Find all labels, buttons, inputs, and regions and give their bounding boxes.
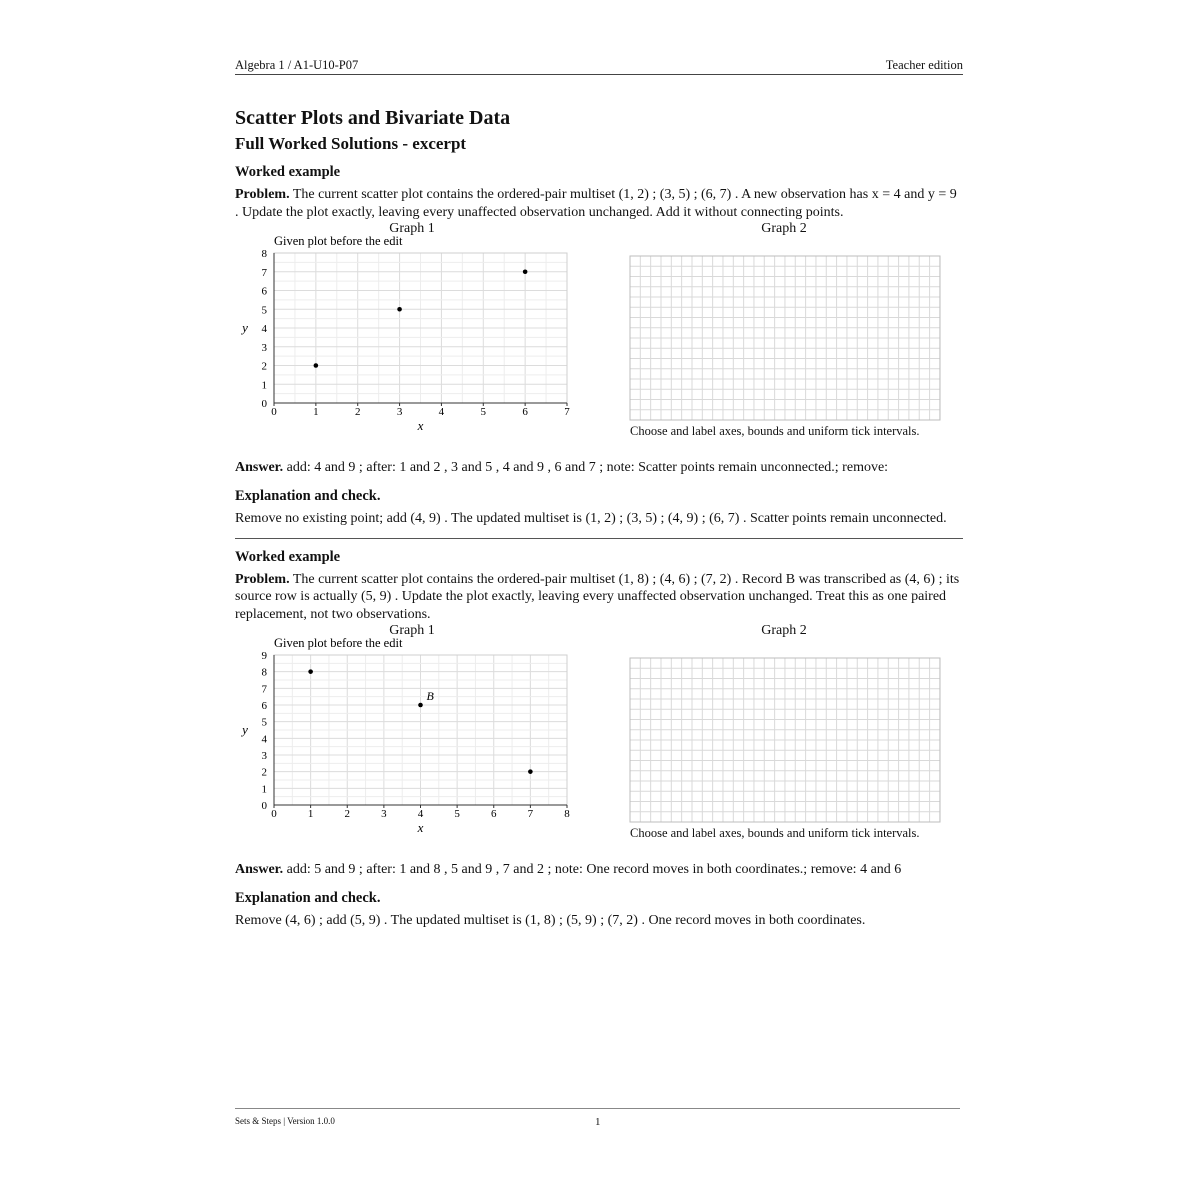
x-tick-label: 3 [396, 406, 403, 419]
problem-label: Problem. [235, 187, 290, 203]
running-header [235, 58, 963, 75]
graph1-title: Graph 1 [389, 221, 435, 237]
graph2-caption: Choose and label axes, bounds and uniform tick intervals. [630, 826, 920, 841]
data-point [308, 670, 313, 675]
x-tick-label: 4 [417, 808, 424, 821]
answer [235, 459, 963, 477]
problem-text: The current scatter plot contains the ordered-pair multiset (1, 2) ; (3, 5) ; (6, 7) . A new observation has x = 4 and y = 9 . Update the plot exactly, leaving every unaffected observation unchanged. Add it without connecting points. [235, 187, 957, 220]
chart-title: Given plot before the edit [274, 636, 403, 651]
x-tick-label: 1 [307, 808, 314, 821]
graphs-row [235, 623, 963, 843]
worked-example-2 [235, 548, 963, 929]
y-tick-label: 3 [261, 341, 267, 354]
y-tick-label: 8 [261, 667, 267, 680]
x-tick-label: 0 [271, 808, 277, 821]
y-tick-label: 6 [261, 700, 267, 713]
blank-grid-graph-2[interactable] [629, 255, 941, 421]
y-tick-label: 7 [261, 683, 267, 696]
page [235, 58, 963, 929]
x-tick-label: 0 [271, 406, 277, 419]
explanation-text: Remove no existing point; add (4, 9) . The updated multiset is (1, 2) ; (3, 5) ; (4, 9) ; (6, 7) . Scatter points remain unconnected. [235, 510, 947, 526]
x-tick-label: 1 [313, 406, 319, 419]
data-point [397, 307, 402, 312]
x-tick-label: 3 [381, 808, 387, 821]
problem-statement [235, 571, 963, 624]
y-tick-label: 4 [261, 733, 267, 746]
y-tick-label: 5 [261, 717, 267, 730]
page-footer [235, 1108, 960, 1126]
chart-title: Given plot before the edit [274, 234, 403, 249]
y-tick-label: 3 [261, 750, 267, 763]
x-tick-label: 2 [354, 406, 361, 419]
y-tick-label: 7 [261, 266, 267, 279]
answer-text: add: 5 and 9 ; after: 1 and 8 , 5 and 9 , 7 and 2 ; note: One record moves in both coordinates.; remove: 4 and 6 [286, 862, 902, 878]
graph2-title: Graph 2 [761, 623, 807, 639]
point-label: B [426, 689, 434, 704]
y-tick-label: 9 [261, 650, 267, 663]
x-tick-label: 6 [491, 808, 497, 821]
x-tick-label: 4 [438, 406, 445, 419]
footer-version: Sets & Steps | Version 1.0.0 [235, 1116, 335, 1126]
y-tick-label: 5 [261, 304, 267, 317]
y-tick-label: 2 [261, 767, 267, 780]
problem-label: Problem. [235, 571, 290, 587]
graphs-row [235, 221, 963, 441]
y-tick-label: 1 [261, 379, 267, 392]
graph1-title: Graph 1 [389, 623, 435, 639]
graph2-caption: Choose and label axes, bounds and uniform tick intervals. [630, 424, 920, 439]
blank-grid-graph-2[interactable] [629, 657, 941, 823]
y-tick-label: 0 [261, 398, 267, 411]
header-edition: Teacher edition [885, 58, 963, 72]
y-tick-label: 0 [261, 800, 267, 813]
problem-statement [235, 186, 963, 221]
x-tick-label: 8 [564, 808, 570, 821]
x-tick-label: 7 [527, 808, 534, 821]
header-course: Algebra 1 / A1-U10-P07 [235, 58, 359, 72]
answer-label: Answer. [235, 862, 284, 878]
x-tick-label: 5 [480, 406, 487, 419]
scatter-plot-1 [235, 233, 575, 443]
data-point [523, 270, 528, 275]
answer-label: Answer. [235, 460, 284, 476]
problem-text: The current scatter plot contains the ordered-pair multiset (1, 8) ; (4, 6) ; (7, 2) . Record B was transcribed as (4, 6) ; its source row is actually (5, 9) . Update the plot exactly, leaving every unaffected observation unchanged. Treat this as one paired replacement, not two observations. [235, 571, 960, 622]
y-tick-label: 4 [261, 323, 267, 336]
worked-example-1 [235, 163, 963, 527]
x-tick-label: 2 [344, 808, 350, 821]
x-axis-label: x [417, 418, 424, 434]
page-title: Scatter Plots and Bivariate Data [235, 107, 511, 129]
page-number: 1 [595, 1116, 601, 1128]
x-tick-label: 5 [454, 808, 460, 821]
data-point [418, 703, 423, 708]
x-tick-label: 6 [522, 406, 528, 419]
data-point [528, 770, 533, 775]
y-tick-label: 6 [261, 285, 267, 298]
example-heading: Worked example [235, 549, 341, 566]
answer [235, 861, 963, 879]
explanation-heading: Explanation and check. [235, 889, 381, 906]
y-axis-label: y [242, 722, 248, 738]
explanation-text: Remove (4, 6) ; add (5, 9) . The updated multiset is (1, 8) ; (5, 9) ; (7, 2) . One record moves in both coordinates. [235, 912, 866, 928]
x-axis-label: x [417, 820, 424, 836]
x-tick-label: 7 [564, 406, 570, 419]
example-heading: Worked example [235, 164, 341, 181]
answer-text: add: 4 and 9 ; after: 1 and 2 , 3 and 5 , 4 and 9 , 6 and 7 ; note: Scatter points remain unconnected.; remove: [286, 460, 889, 476]
y-tick-label: 2 [261, 360, 267, 373]
explanation-heading: Explanation and check. [235, 487, 381, 504]
y-tick-label: 1 [261, 783, 267, 796]
scatter-plot-2 [235, 635, 575, 845]
y-axis-label: y [242, 320, 248, 336]
section-divider [235, 538, 963, 539]
graph2-title: Graph 2 [761, 221, 807, 237]
page-subtitle: Full Worked Solutions - excerpt [235, 134, 467, 153]
data-point [314, 363, 319, 368]
y-tick-label: 8 [261, 248, 267, 261]
